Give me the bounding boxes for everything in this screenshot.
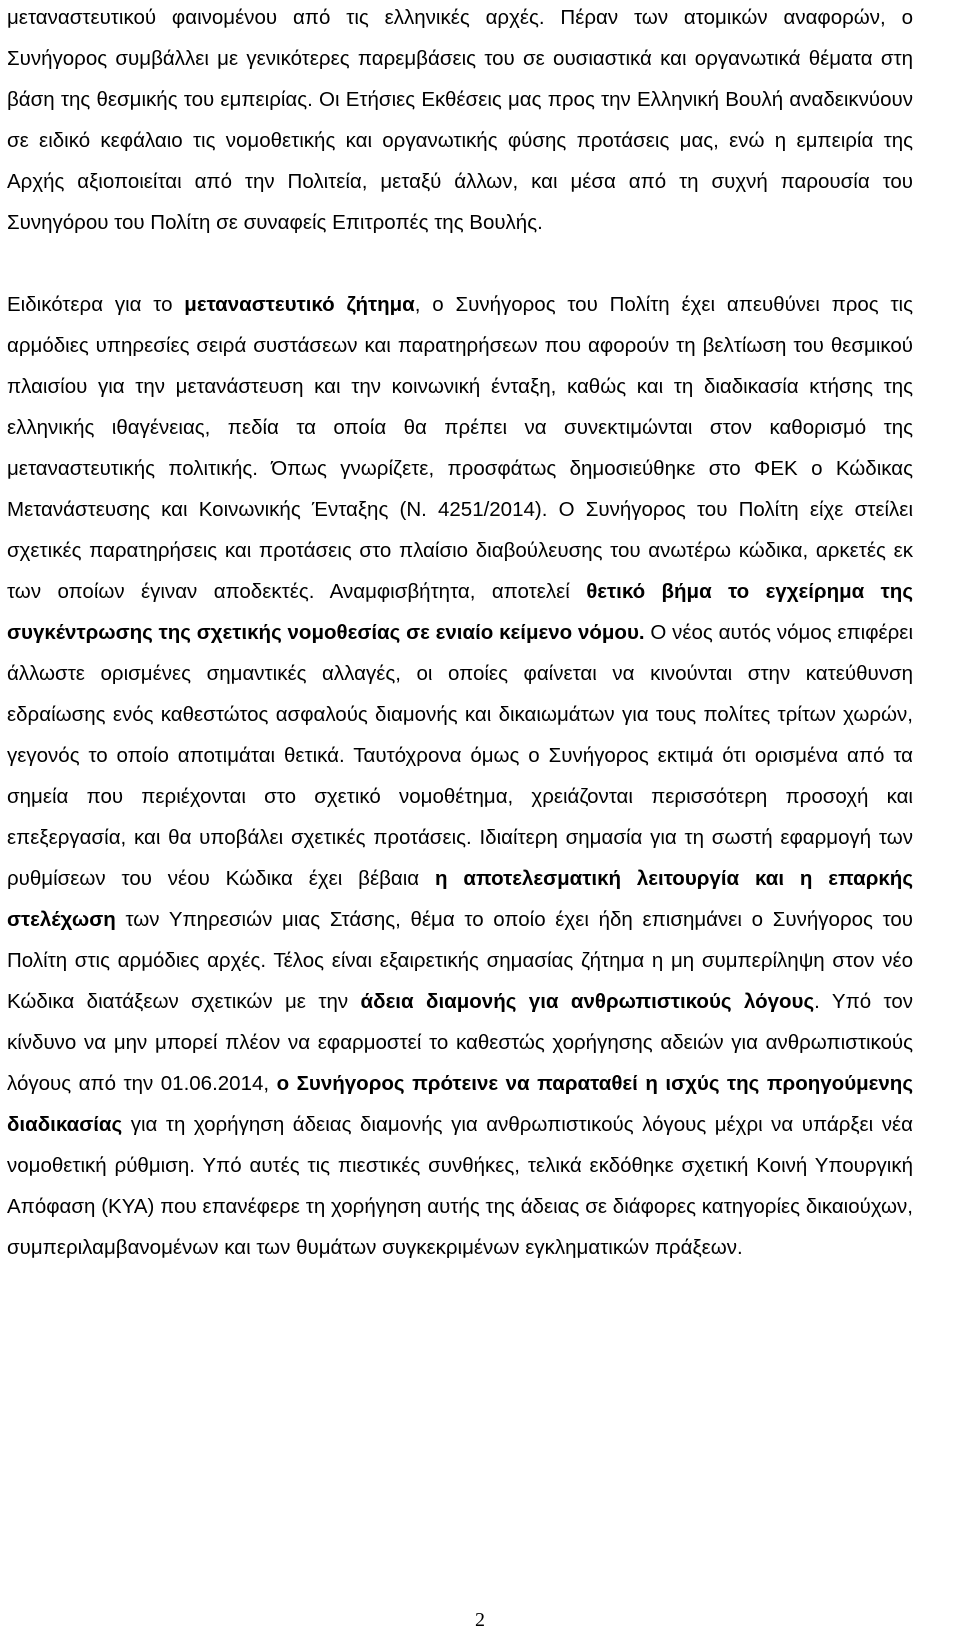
text-segment: των Υπηρεσιών μιας Στάσης, θέμα το οποίο έχει ήδη επισημάνει ο Συνήγορος του Πολίτη στις αρμόδιες αρχές. Τέλος είναι εξαιρετικής σημασίας ζήτημα η μη συμπερίληψη στον νέο Κώδικα διατάξεων σχετικών με την: [7, 908, 913, 1013]
page-number: 2: [475, 1609, 485, 1631]
paragraph-intro-text: μεταναστευτικού φαινομένου από τις ελληνικές αρχές. Πέραν των ατομικών αναφορών, ο Συνήγορος συμβάλλει με γενικότερες παρεμβάσεις του σε ουσιαστικά και οργανωτικά θέματα στη βάση της θεσμικής του εμπειρίας. Οι Ετήσιες Εκθέσεις μας προς την Ελληνική Βουλή αναδεικνύουν σε ειδικό κεφάλαιο τις νομοθετικής και οργανωτικής φύσης προτάσεις μας, ενώ η εμπειρία της Αρχής αξιοποιείται από την Πολιτεία, μεταξύ άλλων, και μέσα από τη συχνή παρουσία του Συνηγόρου του Πολίτη σε συναφείς Επιτροπές της Βουλής.: [7, 6, 913, 234]
bold-phrase-migration-issue: μεταναστευτικό ζήτημα: [184, 293, 415, 316]
text-segment: , ο Συνήγορος του Πολίτη έχει απευθύνει προς τις αρμόδιες υπηρεσίες σειρά συστάσεων και παρατηρήσεων που αφορούν τη βελτίωση του θεσμικού πλαισίου για την μετανάστευση και την κοινωνική ένταξη, καθώς και τη διαδικασία κτήσης της ελληνικής ιθαγένειας, πεδία τα οποία θα πρέπει να συνεκτιμώνται στον καθορισμό της μεταναστευτικής πολιτικής. Όπως γνωρίζετε, προσφάτως δημοσιεύθηκε στο ΦΕΚ ο Κώδικας Μετανάστευσης και Κοινωνικής Ένταξης (Ν. 4251/2014). Ο Συνήγορος του Πολίτη είχε στείλει σχετικές παρατηρήσεις και προτάσεις στο πλαίσιο διαβούλευσης του ανωτέρω κώδικα, αρκετές εκ των οποίων έγιναν αποδεκτές. Αναμφισβήτητα, αποτελεί: [7, 293, 913, 603]
bold-phrase-effective-operation: η αποτελεσματική λειτουργία και η επαρκής στελέχωση: [7, 867, 913, 931]
paragraph-intro: [7, 0, 913, 243]
paragraph-migration: [7, 284, 913, 1268]
text-segment: Ειδικότερα για το: [7, 293, 185, 316]
bold-phrase-extension-proposal: ο Συνήγορος πρότεινε να παραταθεί η ισχύς της προηγούμενης διαδικασίας: [7, 1072, 913, 1136]
document-page: [7, 0, 913, 1647]
text-segment: Ο νέος αυτός νόμος επιφέρει άλλωστε ορισμένες σημαντικές αλλαγές, οι οποίες φαίνεται να κινούνται στην κατεύθυνση εδραίωσης ενός καθεστώτος ασφαλούς διαμονής και δικαιωμάτων για τους πολίτες τρίτων χωρών, γεγονός το οποίο αποτιμάται θετικά. Ταυτόχρονα όμως ο Συνήγορος εκτιμά ότι ορισμένα από τα σημεία που περιέχονται στο σχετικό νομοθέτημα, χρειάζονται περισσότερη προσοχή και επεξεργασία, και θα υποβάλει σχετικές προτάσεις. Ιδιαίτερη σημασία για τη σωστή εφαρμογή των ρυθμίσεων του νέου Κώδικα έχει βέβαια: [7, 621, 913, 890]
bold-phrase-positive-step: θετικό βήμα το εγχείρημα της συγκέντρωσης της σχετικής νομοθεσίας σε ενιαίο κείμενο νόμου.: [7, 580, 913, 644]
bold-phrase-humanitarian-permit: άδεια διαμονής για ανθρωπιστικούς λόγους: [360, 990, 815, 1013]
text-segment: . Υπό τον κίνδυνο να μην μπορεί πλέον να εφαρμοστεί το καθεστώς χορήγησης αδειών για ανθρωπιστικούς λόγους από την 01.06.2014,: [7, 990, 913, 1095]
text-segment: για τη χορήγηση άδειας διαμονής για ανθρωπιστικούς λόγους μέχρι να υπάρξει νέα νομοθετική ρύθμιση. Υπό αυτές τις πιεστικές συνθήκες, τελικά εκδόθηκε σχετική Κοινή Υπουργική Απόφαση (ΚΥΑ) που επανέφερε τη χορήγηση αυτής της άδειας σε διάφορες κατηγορίες δικαιούχων, συμπεριλαμβανομένων και των θυμάτων συγκεκριμένων εγκληματικών πράξεων.: [7, 1113, 913, 1259]
